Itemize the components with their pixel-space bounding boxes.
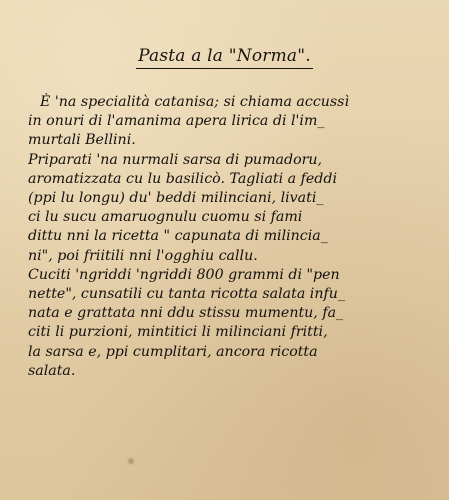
recipe-text bbox=[28, 93, 436, 381]
text-line: in onuri di l'amanima apera lirica di l'im_ bbox=[28, 113, 325, 130]
text-line: nette", cunsatili cu tanta ricotta salata infu_ bbox=[28, 286, 345, 303]
text-line: Cuciti 'ngriddi 'ngriddi 800 grammi di "pen bbox=[28, 266, 340, 283]
text-line: dittu nni la ricetta " capunata di milincia_ bbox=[28, 228, 328, 245]
text-line: aromatizzata cu lu basilicò. Tagliati a feddi bbox=[28, 170, 337, 187]
text-line: murtali Bellini. bbox=[28, 132, 136, 149]
text-line: la sarsa e, ppi cumplitari, ancora ricotta bbox=[28, 343, 318, 360]
recipe-title bbox=[0, 46, 449, 69]
text-line: salata. bbox=[28, 362, 76, 379]
recipe-title-text: Pasta a la "Norma". bbox=[136, 46, 313, 69]
text-line: (ppi lu longu) du' beddi milinciani, livati_ bbox=[28, 190, 324, 207]
text-line: citi li purzioni, mintitici li milinciani fritti, bbox=[28, 324, 328, 341]
text-line: ni", poi friitili nni l'ogghiu callu. bbox=[28, 247, 258, 264]
text-line: ci lu sucu amaruognulu cuomu si fami bbox=[28, 209, 303, 226]
ink-stain bbox=[126, 457, 136, 465]
text-line: Priparati 'na nurmali sarsa di pumadoru, bbox=[28, 151, 323, 168]
text-line: È 'na specialità catanisa; si chiama accussì bbox=[40, 94, 350, 110]
text-line: nata e grattata nni ddu stissu mumentu, fa_ bbox=[28, 305, 344, 322]
